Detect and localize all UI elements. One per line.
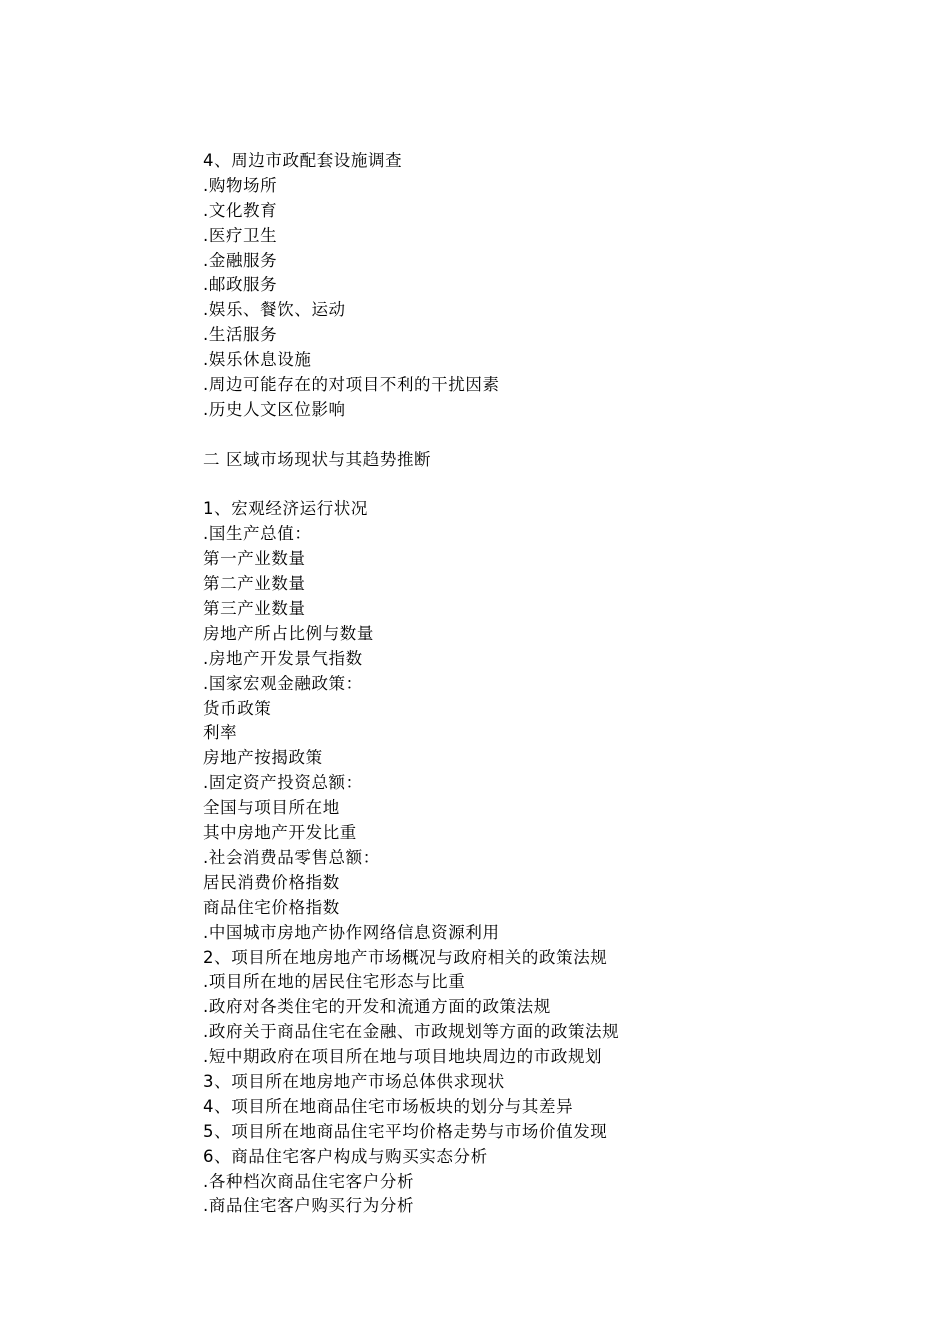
text-line: .社会消费品零售总额： xyxy=(203,847,380,867)
text-line: 4、项目所在地商品住宅市场板块的划分与其差异 xyxy=(203,1096,574,1116)
text-line: .房地产开发景气指数 xyxy=(203,648,363,668)
text-line: .金融服务 xyxy=(203,250,278,270)
text-line: 5、项目所在地商品住宅平均价格走势与市场价值发现 xyxy=(203,1121,608,1141)
text-line: 1、宏观经济运行状况 xyxy=(203,499,368,519)
text-line: .固定资产投资总额： xyxy=(203,773,363,793)
text-line: .中国城市房地产协作网络信息资源利用 xyxy=(203,922,500,942)
blank-line xyxy=(203,423,903,448)
text-line: 3、项目所在地房地产市场总体供求现状 xyxy=(203,1071,505,1091)
text-line: .生活服务 xyxy=(203,325,278,345)
text-line: .周边可能存在的对项目不利的干扰因素 xyxy=(203,375,500,395)
text-line: .历史人文区位影响 xyxy=(203,399,346,419)
text-line: 第二产业数量 xyxy=(203,574,306,594)
text-line: .娱乐休息设施 xyxy=(203,350,312,370)
section-heading: 二 区域市场现状与其趋势推断 xyxy=(203,449,432,469)
text-line: .商品住宅客户购买行为分析 xyxy=(203,1196,415,1216)
text-line: 货币政策 xyxy=(203,698,272,718)
text-line: 第一产业数量 xyxy=(203,549,306,569)
text-line: 利率 xyxy=(203,723,238,743)
text-line: 4、周边市政配套设施调查 xyxy=(203,151,403,170)
text-line: .短中期政府在项目所在地与项目地块周边的市政规划 xyxy=(203,1047,603,1067)
document-body xyxy=(203,149,903,1219)
text-line: 其中房地产开发比重 xyxy=(203,823,357,843)
text-line: 房地产所占比例与数量 xyxy=(203,623,374,643)
text-line: .项目所在地的居民住宅形态与比重 xyxy=(203,972,466,992)
text-line: .购物场所 xyxy=(203,175,278,195)
text-line: .政府对各类住宅的开发和流通方面的政策法规 xyxy=(203,997,551,1017)
text-line: .邮政服务 xyxy=(203,275,278,295)
text-line: .各种档次商品住宅客户分析 xyxy=(203,1171,415,1191)
blank-line xyxy=(203,473,903,498)
text-line: .政府关于商品住宅在金融、市政规划等方面的政策法规 xyxy=(203,1022,620,1042)
text-line: .娱乐、餐饮、运动 xyxy=(203,300,346,320)
text-line: .国生产总值： xyxy=(203,524,312,544)
text-line: .文化教育 xyxy=(203,200,278,220)
text-line: 商品住宅价格指数 xyxy=(203,897,340,917)
text-line: 6、商品住宅客户构成与购买实态分析 xyxy=(203,1146,488,1166)
text-line: 2、项目所在地房地产市场概况与政府相关的政策法规 xyxy=(203,947,608,967)
text-line: 全国与项目所在地 xyxy=(203,798,340,818)
text-line: 第三产业数量 xyxy=(203,599,306,619)
text-line: 居民消费价格指数 xyxy=(203,872,340,892)
text-line: .医疗卫生 xyxy=(203,225,278,245)
text-line: 房地产按揭政策 xyxy=(203,748,323,768)
text-line: .国家宏观金融政策： xyxy=(203,673,363,693)
